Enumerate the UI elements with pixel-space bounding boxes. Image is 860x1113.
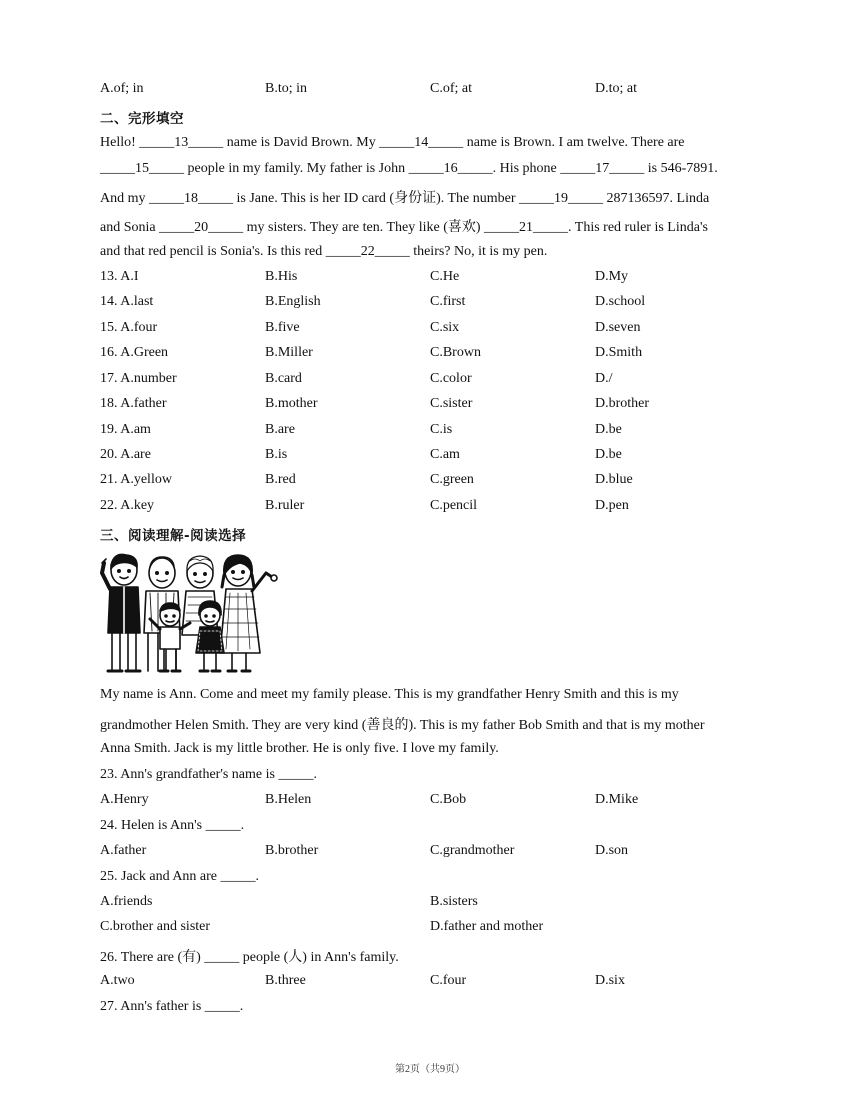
cloze-line-1: Hello! _____13_____ name is David Brown. My _____14_____ name is Brown. I am twelve. There are [100, 135, 685, 150]
option-b: B.sisters [430, 894, 478, 909]
option-b: B.ruler [265, 498, 305, 513]
option-d: D.blue [595, 472, 633, 487]
option-c: C.brother and sister [100, 919, 211, 934]
question-16 [100, 345, 760, 367]
question-25-options-row2 [100, 919, 760, 941]
option-a: A.father [100, 843, 147, 858]
option-a: 19. A.am [100, 422, 151, 437]
option-b: B.is [265, 447, 288, 462]
option-c: C.grandmother [430, 843, 515, 858]
reading-line-3: Anna Smith. Jack is my little brother. He is only five. I love my family. [100, 741, 499, 756]
option-c: C.green [430, 472, 474, 487]
option-a: 20. A.are [100, 447, 151, 462]
option-b: B.His [265, 269, 298, 284]
option-a: A.Henry [100, 792, 149, 807]
question-20 [100, 447, 760, 469]
question-23-stem: 23. Ann's grandfather's name is _____. [100, 767, 317, 782]
question-26-options [100, 973, 760, 995]
family-illustration [100, 553, 280, 675]
option-b: B.to; in [265, 81, 308, 96]
option-a: 18. A.father [100, 396, 167, 411]
option-a: 17. A.number [100, 371, 177, 386]
girl-figure [196, 601, 224, 671]
page-footer: 第2页（共9页） [395, 1064, 465, 1075]
option-d: D.son [595, 843, 629, 858]
option-c: C.six [430, 320, 460, 335]
section3-heading: 三、阅读理解-阅读选择 [100, 528, 247, 544]
option-d: D.My [595, 269, 629, 284]
option-c: C.first [430, 294, 466, 309]
question-25-options-row1 [100, 894, 760, 916]
question-24-stem: 24. Helen is Ann's _____. [100, 818, 245, 833]
mother-figure [220, 555, 277, 671]
cloze-line-2: _____15_____ people in my family. My father is John _____16_____. His phone _____17_____ is 546-7891. [100, 161, 718, 176]
option-c: C.is [430, 422, 453, 437]
option-d: D.seven [595, 320, 641, 335]
option-b: B.red [265, 472, 296, 487]
option-a: A.of; in [100, 81, 144, 96]
question-14 [100, 294, 760, 316]
question-23-options [100, 792, 760, 814]
option-c: C.Bob [430, 792, 467, 807]
option-b: B.are [265, 422, 295, 437]
option-d: D.brother [595, 396, 650, 411]
option-a: 13. A.I [100, 269, 139, 284]
question-15 [100, 320, 760, 342]
option-b: B.mother [265, 396, 318, 411]
option-a: A.friends [100, 894, 153, 909]
option-d: D./ [595, 371, 613, 386]
reading-line-1: My name is Ann. Come and meet my family please. This is my grandfather Henry Smith and this is my [100, 687, 679, 702]
option-b: B.five [265, 320, 300, 335]
cloze-line-4: and Sonia _____20_____ my sisters. They are ten. They like (喜欢) _____21_____. This red ruler is Linda's [100, 220, 708, 235]
question-27-stem: 27. Ann's father is _____. [100, 999, 244, 1014]
option-a: 21. A.yellow [100, 472, 172, 487]
option-c: C.He [430, 269, 460, 284]
cloze-line-3: And my _____18_____ is Jane. This is her ID card (身份证). The number _____19_____ 287136597. Linda [100, 191, 710, 206]
option-d: D.be [595, 447, 622, 462]
question-21 [100, 472, 760, 494]
cloze-line-5: and that red pencil is Sonia's. Is this red _____22_____ theirs? No, it is my pen. [100, 244, 548, 259]
option-c: C.of; at [430, 81, 472, 96]
option-c: C.am [430, 447, 460, 462]
option-b: B.English [265, 294, 321, 309]
question-17 [100, 371, 760, 393]
question-18 [100, 396, 760, 418]
question-19 [100, 422, 760, 444]
option-d: D.school [595, 294, 646, 309]
option-c: C.pencil [430, 498, 478, 513]
option-c: C.Brown [430, 345, 481, 360]
option-d: D.be [595, 422, 622, 437]
question-13 [100, 269, 760, 291]
option-b: B.Miller [265, 345, 313, 360]
option-d: D.pen [595, 498, 629, 513]
options-row-prev [100, 81, 760, 103]
section2-heading: 二、完形填空 [100, 111, 184, 127]
option-d: D.six [595, 973, 625, 988]
option-d: D.to; at [595, 81, 637, 96]
option-b: B.Helen [265, 792, 312, 807]
option-d: D.Mike [595, 792, 639, 807]
option-c: C.color [430, 371, 472, 386]
option-b: B.brother [265, 843, 319, 858]
question-22 [100, 498, 760, 520]
reading-line-2: grandmother Helen Smith. They are very kind (善良的). This is my father Bob Smith and that is my mother [100, 718, 705, 733]
option-d: D.father and mother [430, 919, 544, 934]
option-b: B.three [265, 973, 306, 988]
question-25-stem: 25. Jack and Ann are _____. [100, 869, 260, 884]
option-d: D.Smith [595, 345, 643, 360]
option-c: C.sister [430, 396, 473, 411]
option-a: 22. A.key [100, 498, 155, 513]
option-a: 16. A.Green [100, 345, 169, 360]
option-b: B.card [265, 371, 302, 386]
option-c: C.four [430, 973, 467, 988]
option-a: 15. A.four [100, 320, 158, 335]
question-24-options [100, 843, 760, 865]
option-a: 14. A.last [100, 294, 154, 309]
father-figure [102, 554, 140, 671]
option-a: A.two [100, 973, 135, 988]
question-26-stem: 26. There are (有) _____ people (人) in Ann's family. [100, 950, 399, 965]
